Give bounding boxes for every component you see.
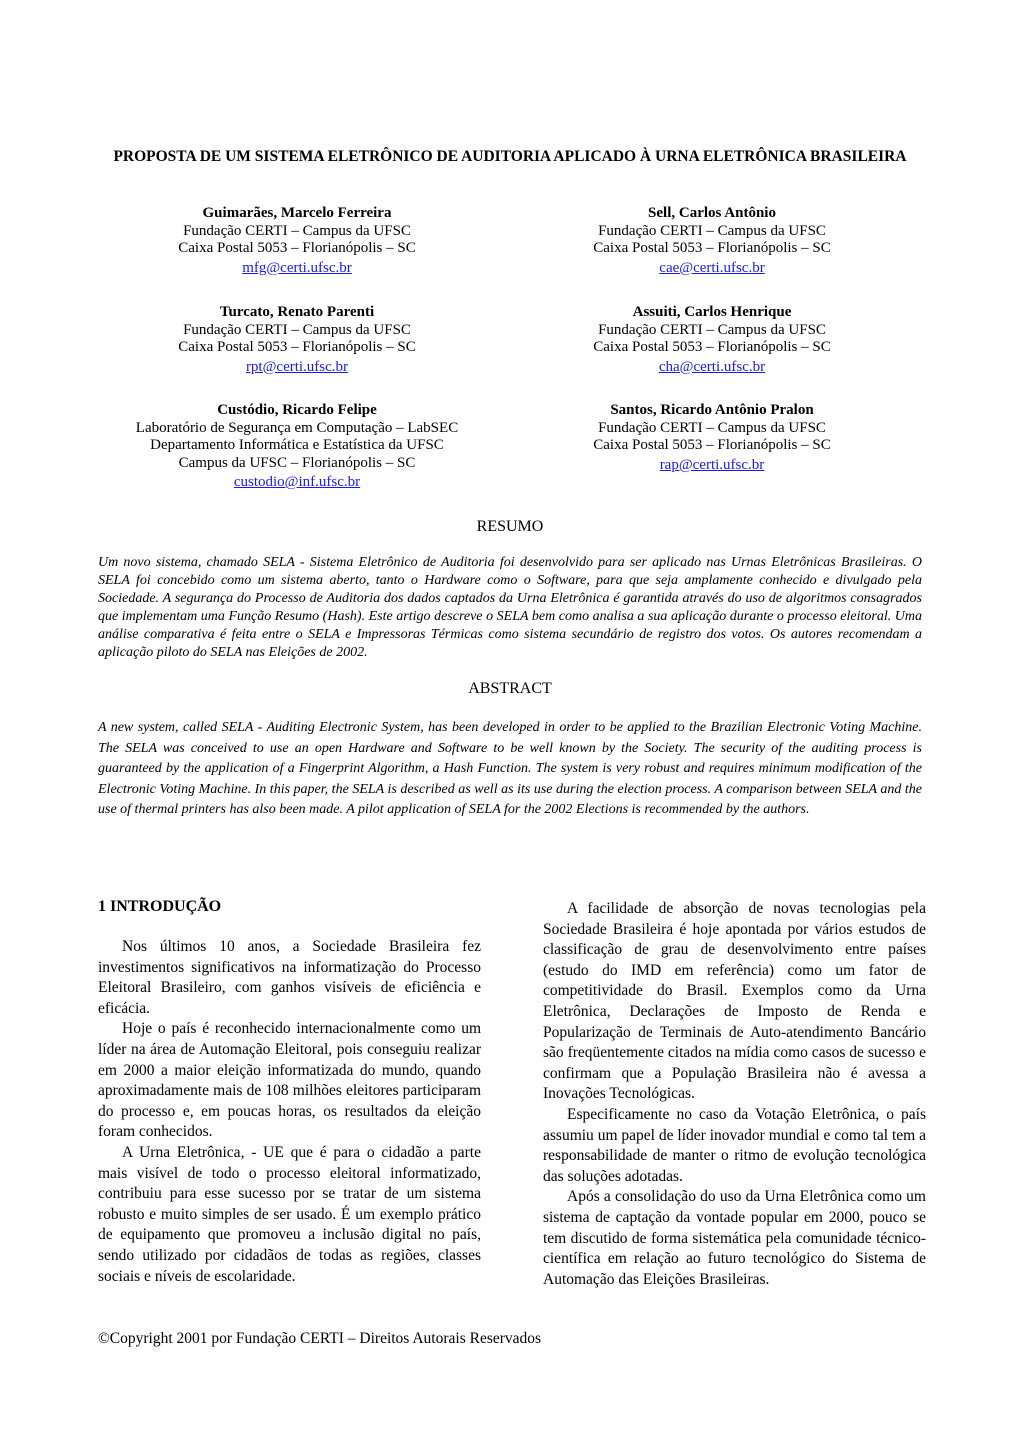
author-email-link[interactable]: rpt@certi.ufsc.br — [245, 358, 349, 375]
author-name: Sell, Carlos Antônio — [648, 205, 776, 221]
body-paragraph: Especificamente no caso da Votação Eletrônica, o país assumiu um papel de líder inovador mundial e como tal tem a responsabilidade de manter o ritmo de evolução tecnológica das soluções adotadas. — [543, 1105, 926, 1185]
paper-title: PROPOSTA DE UM SISTEMA ELETRÔNICO DE AUDITORIA APLICADO À URNA ELETRÔNICA BRASILEIRA — [113, 148, 907, 165]
author-department: Departamento Informática e Estatística da UFSC — [150, 437, 444, 453]
author-block — [97, 205, 497, 277]
author-affiliation: Fundação CERTI – Campus da UFSC — [598, 419, 826, 436]
author-email-link[interactable]: rap@certi.ufsc.br — [659, 456, 765, 473]
author-name: Santos, Ricardo Antônio Pralon — [610, 402, 814, 418]
author-email-link[interactable]: cae@certi.ufsc.br — [659, 259, 765, 276]
author-affiliation: Fundação CERTI – Campus da UFSC — [183, 222, 411, 239]
body-column-right — [543, 899, 926, 1290]
author-address: Caixa Postal 5053 – Florianópolis – SC — [178, 240, 416, 256]
resumo-heading: RESUMO — [476, 518, 544, 535]
copyright-footer: ©Copyright 2001 por Fundação CERTI – Direitos Autorais Reservados — [98, 1330, 542, 1347]
author-email-link[interactable]: mfg@certi.ufsc.br — [242, 259, 352, 276]
author-affiliation: Fundação CERTI – Campus da UFSC — [598, 222, 826, 239]
author-address: Caixa Postal 5053 – Florianópolis – SC — [593, 240, 831, 256]
section-heading-introduction: 1 INTRODUÇÃO — [98, 898, 222, 915]
author-block — [97, 304, 497, 376]
author-block — [97, 402, 497, 492]
author-name: Custódio, Ricardo Felipe — [217, 402, 377, 418]
author-address: Campus da UFSC – Florianópolis – SC — [178, 454, 416, 471]
body-paragraph: Nos últimos 10 anos, a Sociedade Brasileira fez investimentos significativos na informatização do Processo Eleitoral Brasileiro, com ganhos visíveis de eficiência e eficácia. — [98, 938, 481, 1017]
author-affiliation: Laboratório de Segurança em Computação – LabSEC — [135, 419, 459, 436]
author-affiliation: Fundação CERTI – Campus da UFSC — [183, 321, 411, 338]
author-block — [512, 402, 912, 474]
author-name: Assuiti, Carlos Henrique — [632, 304, 792, 320]
author-affiliation: Fundação CERTI – Campus da UFSC — [598, 321, 826, 338]
author-block — [512, 205, 912, 277]
author-address: Caixa Postal 5053 – Florianópolis – SC — [593, 437, 831, 453]
author-address: Caixa Postal 5053 – Florianópolis – SC — [178, 339, 416, 355]
resumo-text: Um novo sistema, chamado SELA - Sistema Eletrônico de Auditoria foi desenvolvido para ser aplicado nas Urnas Eletrônicas Brasileiras. O SELA foi concebido como um sistema aberto, tanto o Hardware como o Software, para que seja amplamente conhecido e divulgado pela Sociedade. A segurança do Processo de Auditoria dos dados captados da Urna Eletrônica é garantida através do uso de algoritmos consagrados que implementam uma Função Resumo (Hash). Este artigo descreve o SELA bem como analisa a sua aplicação durante o processo eleitoral. Uma análise comparativa é feita entre o SELA e Impressoras Térmicas como sistema secundário de registro dos votos. Os autores recomendam a aplicação piloto do SELA nas Eleições de 2002. — [98, 555, 922, 660]
author-name: Turcato, Renato Parenti — [219, 304, 375, 320]
abstract-heading: ABSTRACT — [468, 680, 552, 697]
body-paragraph: A facilidade de absorção de novas tecnologias pela Sociedade Brasileira é hoje apontada por vários estudos de classificação de grau de desenvolvimento entre países (estudo do IMD em referência) como um fator de competitividade do Brasil. Exemplos como da Urna Eletrônica, Declarações de Imposto de Renda e Popularização de Terminais de Auto-atendimento Bancário são freqüentemente citados na mídia como casos de sucesso e confirmam que a População Brasileira não é avessa a Inovações Tecnológicas. — [543, 900, 926, 1103]
body-paragraph: A Urna Eletrônica, - UE que é para o cidadão a parte mais visível de todo o processo eleitoral informatizado, contribuiu para esse sucesso por se tratar de um sistema robusto e muito simples de ser usado. É um exemplo prático de equipamento que promoveu a inclusão digital no país, sendo utilizado por cidadãos de todas as regiões, classes sociais e níveis de escolaridade. — [98, 1143, 481, 1285]
body-paragraph: Hoje o país é reconhecido internacionalmente como um líder na área de Automação Eleitoral, pois conseguiu realizar em 2000 a maior eleição informatizada do mundo, quando aproximadamente mais de 108 milhões eleitores participaram do processo e, em poucas horas, os resultados da eleição foram conhecidos. — [98, 1020, 481, 1141]
author-email-link[interactable]: cha@certi.ufsc.br — [658, 358, 766, 375]
author-email-link[interactable]: custodio@inf.ufsc.br — [233, 474, 361, 490]
author-address: Caixa Postal 5053 – Florianópolis – SC — [593, 339, 831, 355]
body-paragraph: Após a consolidação do uso da Urna Eletrônica como um sistema de captação da vontade popular em 2000, pouco se tem discutido de forma sistemática pela comunidade técnico-científica em relação ao futuro tecnológico do Sistema de Automação das Eleições Brasileiras. — [543, 1188, 926, 1288]
body-column-left — [98, 937, 481, 1287]
abstract-text: A new system, called SELA - Auditing Electronic System, has been developed in order to be applied to the Brazilian Electronic Voting Machine. The SELA was conceived to use an open Hardware and Software to be well known by the Society. The security of the auditing process is guaranteed by the application of a Fingerprint Algorithm, a Hash Function. The system is very robust and requires minimum modification of the Electronic Voting Machine. In this paper, the SELA is described as well as its use during the election process. A comparison between SELA and the use of thermal printers has also been made. A pilot application of SELA for the 2002 Elections is recommended by the authors. — [98, 720, 922, 818]
author-block — [512, 304, 912, 376]
author-name: Guimarães, Marcelo Ferreira — [202, 205, 392, 221]
